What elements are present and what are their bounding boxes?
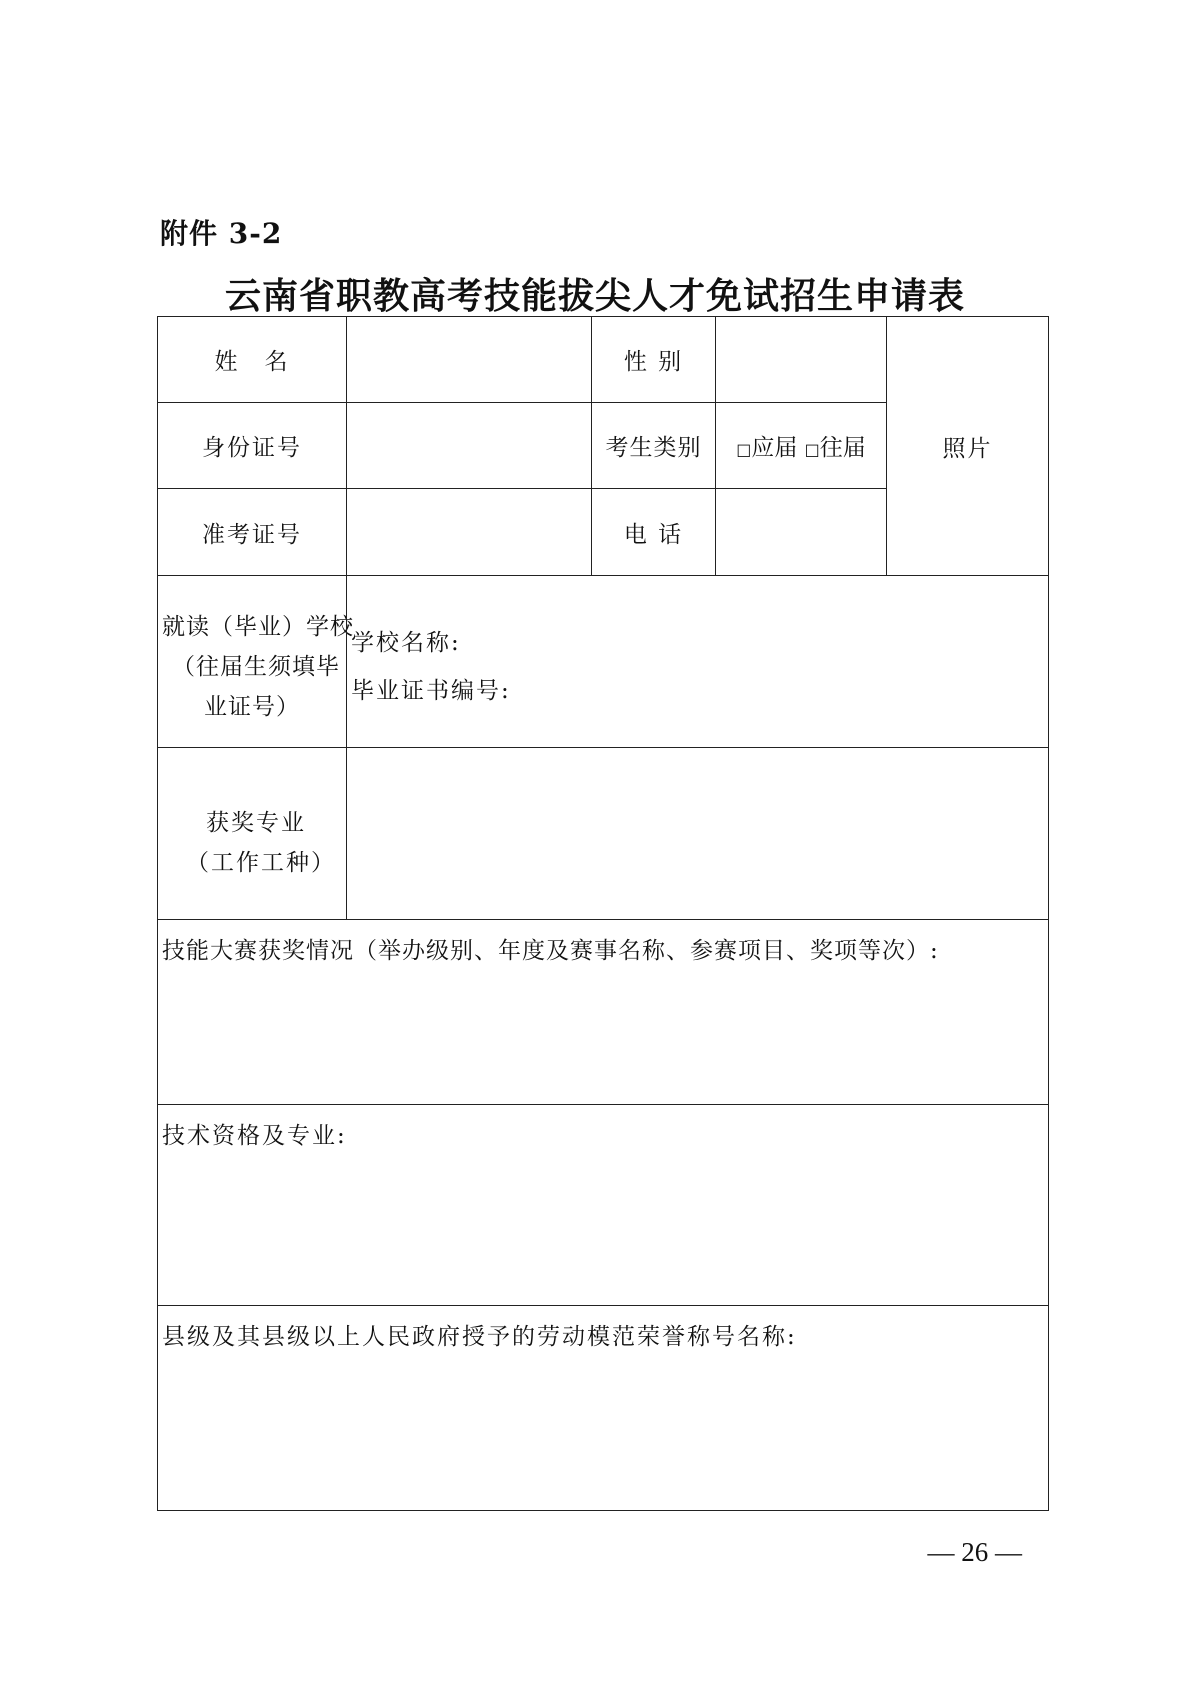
school-label-line1: 就读（毕业）学校 bbox=[162, 614, 354, 640]
phone-label-cell bbox=[591, 488, 716, 576]
category-options bbox=[736, 429, 866, 462]
school-name-label: 学校名称: bbox=[351, 630, 461, 656]
phone-label: 电 话 bbox=[623, 521, 684, 548]
exam-no-input-cell[interactable] bbox=[346, 488, 592, 576]
school-input-cell[interactable] bbox=[346, 575, 1049, 748]
qualification-label: 技术资格及专业: bbox=[162, 1123, 347, 1149]
competition-label: 技能大赛获奖情况（举办级别、年度及赛事名称、参赛项目、奖项等次）: bbox=[162, 938, 939, 964]
photo-label: 照片 bbox=[942, 435, 993, 462]
exam-no-label-cell bbox=[157, 488, 347, 576]
id-label: 身份证号 bbox=[202, 435, 302, 461]
competition-cell[interactable] bbox=[157, 919, 1049, 1105]
major-label-line2: （工作工种） bbox=[186, 850, 336, 876]
page-number: — 26 — bbox=[927, 1537, 1022, 1567]
gender-label-cell bbox=[591, 316, 716, 403]
category-label: 考生类别 bbox=[605, 435, 702, 461]
name-label: 姓 名 bbox=[214, 349, 290, 375]
honor-cell[interactable] bbox=[157, 1305, 1049, 1511]
major-label-cell bbox=[157, 747, 347, 920]
attachment-label: 附件 3-2 bbox=[160, 217, 283, 250]
school-label-cell bbox=[157, 575, 354, 748]
id-label-cell bbox=[157, 402, 347, 489]
fresh-graduate-checkbox[interactable]: □ bbox=[736, 440, 752, 459]
certificate-label: 毕业证书编号: bbox=[351, 678, 511, 704]
past-graduate-checkbox[interactable]: □ bbox=[804, 440, 820, 459]
exam-no-label: 准考证号 bbox=[202, 521, 302, 548]
school-label-line3: 业证号） bbox=[204, 694, 300, 720]
gender-label: 性 别 bbox=[623, 349, 684, 375]
major-label-line1: 获奖专业 bbox=[206, 810, 306, 836]
name-input-cell[interactable] bbox=[346, 316, 592, 403]
phone-input-cell[interactable] bbox=[715, 488, 887, 576]
qualification-cell[interactable] bbox=[157, 1104, 1049, 1306]
id-input-cell[interactable] bbox=[346, 402, 592, 489]
name-label-cell bbox=[157, 316, 347, 403]
fresh-graduate-option: 应届 bbox=[751, 435, 798, 461]
past-graduate-option: 往届 bbox=[819, 435, 866, 461]
gender-input-cell[interactable] bbox=[715, 316, 887, 403]
category-options-cell bbox=[715, 402, 887, 489]
page-number-line bbox=[0, 1537, 1190, 1568]
school-label-line2: （往届生须填毕 bbox=[172, 654, 340, 680]
honor-label: 县级及其县级以上人民政府授予的劳动模范荣誉称号名称: bbox=[162, 1324, 797, 1350]
category-label-cell bbox=[591, 402, 716, 489]
form-title: 云南省职教高考技能拔尖人才免试招生申请表 bbox=[224, 275, 965, 317]
photo-cell[interactable] bbox=[886, 316, 1049, 576]
major-input-cell[interactable] bbox=[346, 747, 1049, 920]
